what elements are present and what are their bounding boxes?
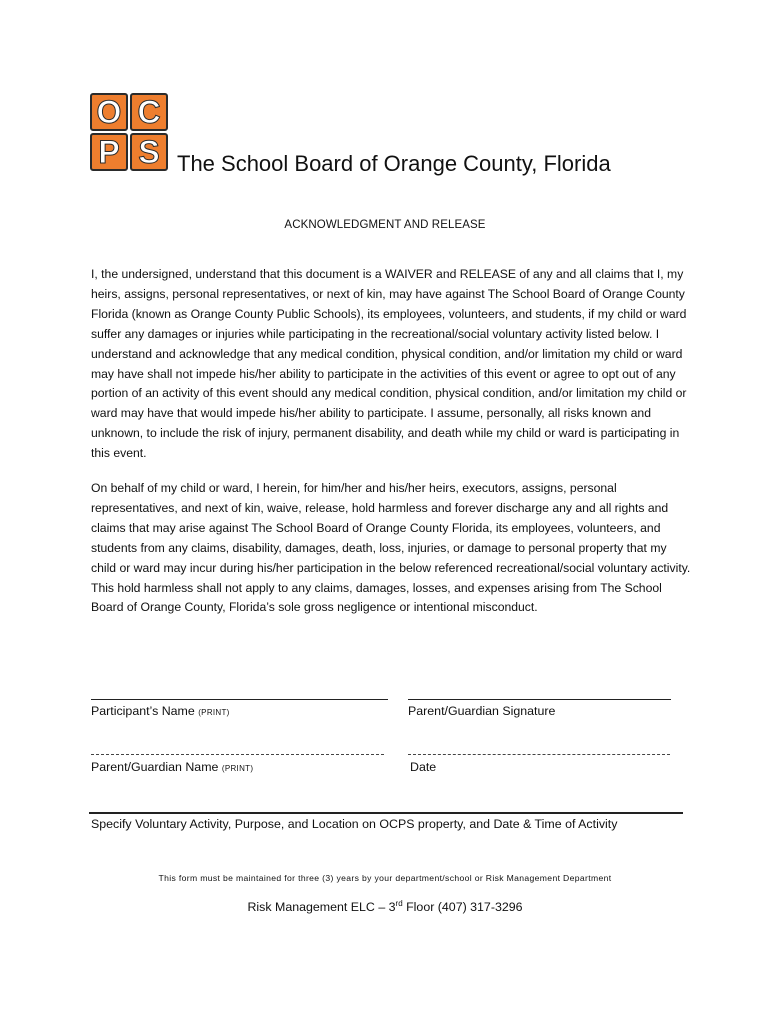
logo-letter-o: O [90, 93, 128, 131]
release-paragraph: On behalf of my child or ward, I herein, for him/her and his/her heirs, executors, assigns, personal representatives, and next of kin, waive, release, hold harmless and forever discharge any and all rights and claims that may arise against The School Board of Orange County Florida, its employees, volunteers, and students from any claims, disability, damages, death, loss, injuries, or damage to personal property that my child or ward may incur during his/her participation in the below referenced recreational/social voluntary activity. This hold harmless shall not apply to any claims, damages, losses, and expenses arising from The School Board of Orange County, Florida’s sole gross negligence or intentional misconduct. [91, 481, 691, 615]
guardian-signature-label: Parent/Guardian Signature [408, 704, 556, 718]
waiver-paragraph: I, the undersigned, understand that this document is a WAIVER and RELEASE of any and all claims that I, my heirs, assigns, personal representatives, or next of kin, may have against The School Board of Orange County Florida (known as Orange County Public Schools), its employees, volunteers, and students, if my child or ward suffer any damages or injuries while participating in the recreational/social voluntary activity listed below. I understand and acknowledge that any medical condition, physical condition, and/or limitation my child or ward may have shall not impede his/her ability to participate in the activities of this event or agree to opt out of any portion of an activity of this event should any medical condition, physical condition, and/or limitation my child or ward may have that would impede his/her ability to participate. I assume, personally, all risks known and unknown, to include the risk of injury, permanent disability, and death while my child or ward is participating in this event. [91, 267, 687, 461]
guardian-name-line[interactable] [91, 754, 384, 755]
guardian-name-label [91, 760, 253, 774]
date-line[interactable] [408, 754, 670, 755]
org-title: The School Board of Orange County, Florida [177, 151, 611, 176]
participant-print-note: (PRINT) [198, 708, 230, 717]
contact-prefix: Risk Management ELC – 3 [247, 900, 396, 915]
logo-letter-p: P [90, 133, 128, 171]
activity-label: Specify Voluntary Activity, Purpose, and Location on OCPS property, and Date & Time of Activity [91, 817, 618, 831]
participant-name-text: Participant’s Name [91, 704, 195, 718]
contact-line [0, 899, 770, 914]
logo-letter-c: C [130, 93, 168, 131]
document-heading: ACKNOWLEDGMENT AND RELEASE [284, 219, 486, 231]
ocps-logo [90, 93, 170, 173]
contact-suffix: Floor (407) 317-3296 [402, 900, 523, 915]
participant-name-label [91, 704, 230, 718]
contact-superscript: rd [395, 899, 403, 908]
guardian-print-note: (PRINT) [221, 764, 254, 773]
retention-notice: This form must be maintained for three (3) years by your department/school or Risk Management Department [158, 873, 612, 883]
guardian-name-text: Parent/Guardian Name [91, 760, 219, 774]
date-label: Date [410, 760, 437, 774]
logo-letter-s: S [130, 133, 168, 171]
participant-name-line[interactable] [91, 699, 388, 700]
guardian-signature-line[interactable] [408, 699, 671, 700]
activity-entry-line[interactable] [89, 812, 683, 814]
